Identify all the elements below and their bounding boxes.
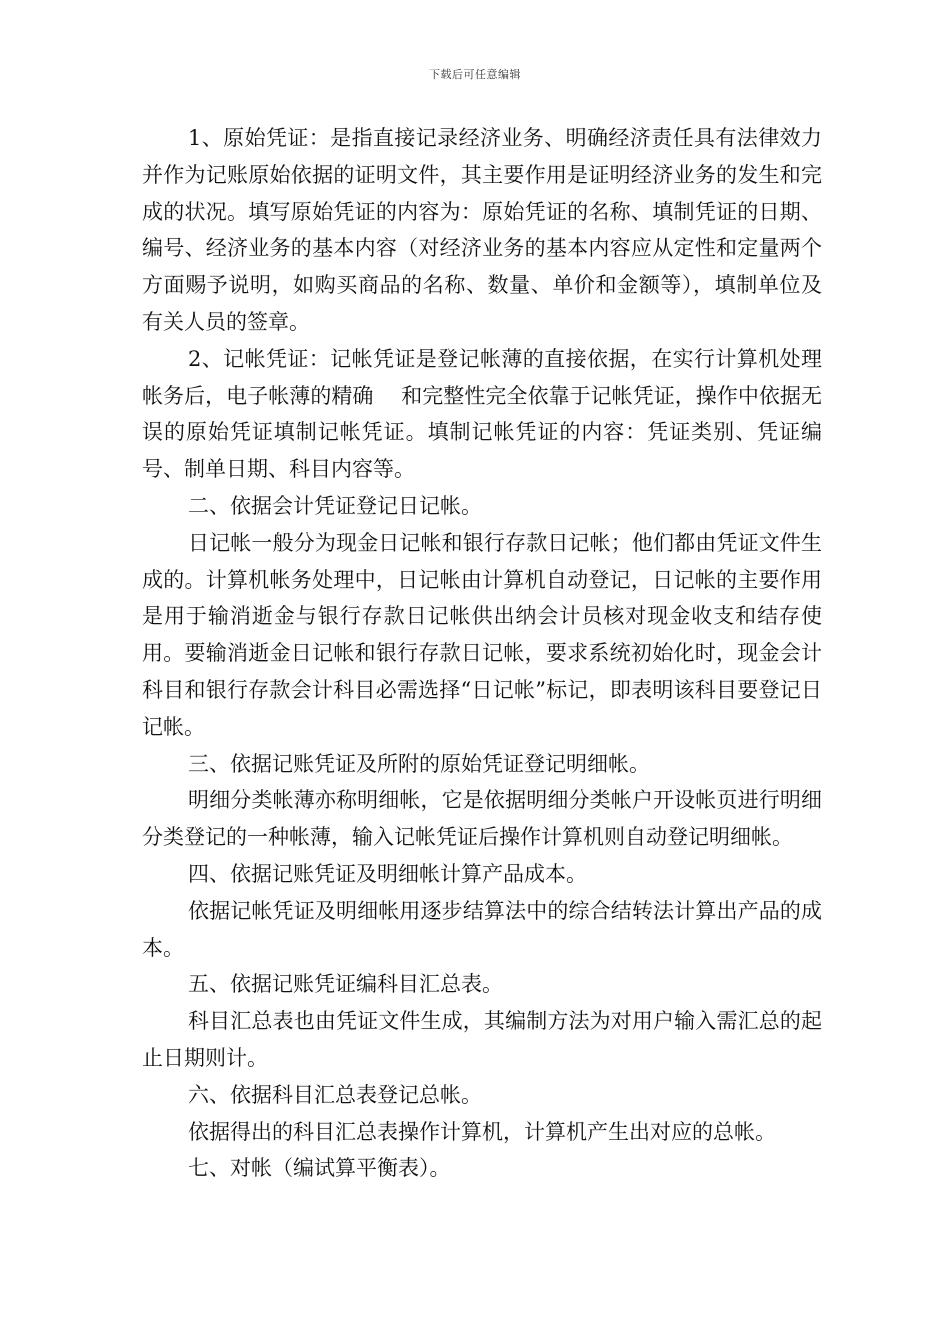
paragraph-account-summary: 科目汇总表也由凭证文件生成，其编制方法为对用户输入需汇总的起止日期则计。 [142,1009,822,1070]
document-body [142,120,822,1187]
page-header: 下载后可任意编辑 [429,68,521,81]
section-heading-general-ledger: 六、依据科目汇总表登记总帐。 [188,1082,482,1107]
paragraph-journal: 日记帐一般分为现金日记帐和银行存款日记帐；他们都由凭证文件生成的。计算机帐务处理中，日记帐由计算机自动登记，日记帐的主要作用是用于输消逝金与银行存款日记帐供出纳会计员核对现金收支和结存使用。要输消逝金日记帐和银行存款日记帐，要求系统初始化时，现金会计科目和银行存款会计科目必需选择“日记帐”标记，即表明该科目要登记日记帐。 [142,530,822,739]
paragraph-product-cost: 依据记帐凭证及明细帐用逐步结算法中的综合结转法计算出产品的成本。 [142,898,822,960]
paragraph-general-ledger: 依据得出的科目汇总表操作计算机，计算机产生出对应的总帐。 [188,1119,776,1144]
section-heading-product-cost: 四、依据记账凭证及明细帐计算产品成本。 [188,861,587,886]
section-heading-account-summary: 五、依据记账凭证编科目汇总表。 [188,972,503,997]
paragraph-subsidiary-ledger: 明细分类帐薄亦称明细帐，它是依据明细分类帐户开设帐页进行明细分类登记的一种帐薄，输入记帐凭证后操作计算机则自动登记明细帐。 [142,788,822,850]
section-heading-subsidiary-ledger: 三、依据记账凭证及所附的原始凭证登记明细帐。 [188,751,650,776]
paragraph-original-voucher: 1、原始凭证：是指直接记录经济业务、明确经济责任具有法律效力并作为记账原始依据的证明文件，其主要作用是证明经济业务的发生和完成的状况。填写原始凭证的内容为：原始凭证的名称、填制凭证的日期、编号、经济业务的基本内容（对经济业务的基本内容应从定性和定量两个方面赐予说明，如购买商品的名称、数量、单价和金额等），填制单位及有关人员的签章。 [142,126,822,334]
section-heading-journal: 二、依据会计凭证登记日记帐。 [188,493,482,518]
section-heading-reconciliation: 七、对帐（编试算平衡表）。 [188,1156,451,1181]
paragraph-accounting-voucher: 2、记帐凭证：记帐凭证是登记帐薄的直接依据，在实行计算机处理帐务后，电子帐薄的精确 和完整性完全依靠于记帐凭证，操作中依据无误的原始凭证填制记帐凭证。填制记帐凭证的内容：凭证类别、凭证编号、制单日期、科目内容等。 [142,346,822,482]
